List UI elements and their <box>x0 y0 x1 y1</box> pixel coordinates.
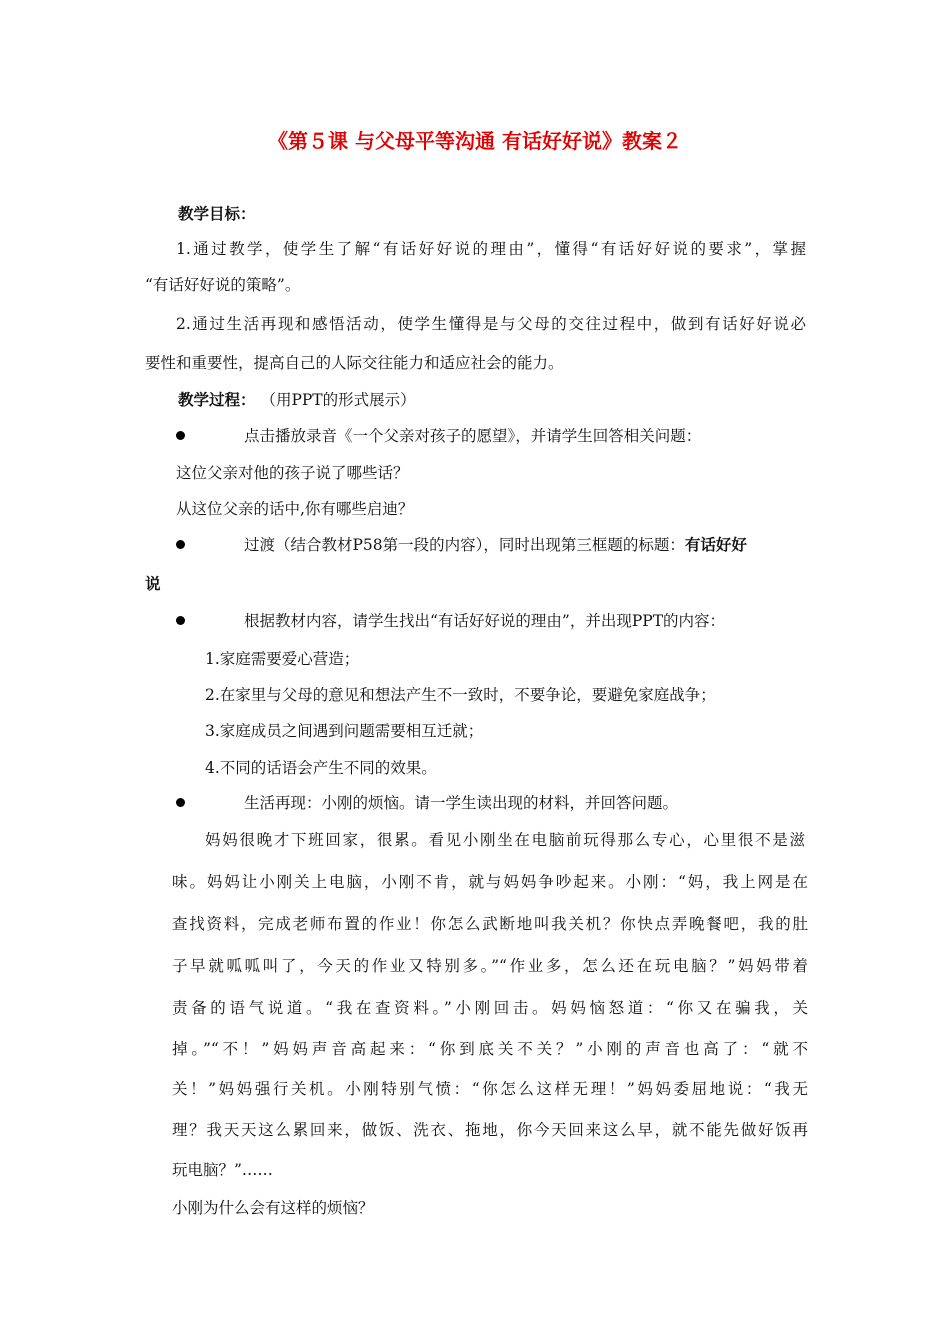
story-line: 妈妈很晚才下班回家，很累。看见小刚坐在电脑前玩得那么专心，心里很不是滋 <box>205 831 805 849</box>
story-line: 关！”妈妈强行关机。小刚特别气愤：“你怎么这样无理！”妈妈委屈地说：“我无 <box>172 1080 808 1098</box>
objectives-heading: 教学目标： <box>178 204 256 223</box>
objective-2-line-2: 要性和重要性，提高自己的人际交往能力和适应社会的能力。 <box>145 354 564 372</box>
bullet-4-text: 生活再现：小刚的烦恼。请一学生读出现的材料，并回答问题。 <box>244 794 679 812</box>
process-line <box>178 389 416 411</box>
reason-item: 3.家庭成员之间遇到问题需要相互迁就； <box>205 722 484 740</box>
story-line: 查找资料，完成老师布置的作业！你怎么武断地叫我关机？你快点弄晚餐吧，我的肚 <box>172 915 808 933</box>
bullet-2-bold-a: 有话好好 <box>684 535 747 554</box>
process-heading: 教学过程： <box>178 390 256 409</box>
question-2: 从这位父亲的话中,你有哪些启迪？ <box>176 500 414 518</box>
story-line: 子早就呱呱叫了，今天的作业又特别多。”“作业多，怎么还在玩电脑？”妈妈带着 <box>172 957 808 975</box>
story-line: 责备的语气说道。“我在查资料。”小刚回击。妈妈恼怒道：“你又在骗我，关 <box>172 999 808 1017</box>
bullet-3-text: 根据教材内容，请学生找出“有话好好说的理由”，并出现PPT的内容： <box>244 612 726 630</box>
bullet-1-text: 点击播放录音《一个父亲对孩子的愿望》，并请学生回答相关问题： <box>244 427 702 445</box>
bullet-dot <box>176 431 185 440</box>
objective-1-line-1: 1.通过教学，使学生了解“有话好好说的理由”，懂得“有话好好说的要求”，掌握 <box>176 240 806 258</box>
story-line: 味。妈妈让小刚关上电脑，小刚不肯，就与妈妈争吵起来。小刚：“妈，我上网是在 <box>172 873 808 891</box>
bullet-2-line <box>244 534 747 556</box>
reason-item: 1.家庭需要爱心营造； <box>205 650 360 668</box>
bullet-dot <box>176 798 185 807</box>
document-title: 《第５课 与父母平等沟通 有话好好说》教案２ <box>268 129 682 153</box>
bullet-dot <box>176 616 185 625</box>
objective-2-line-1: 2.通过生活再现和感悟活动，使学生懂得是与父母的交往过程中，做到有话好好说必 <box>176 315 806 333</box>
bullet-2-bold-b: 说 <box>145 574 161 593</box>
process-note: （用PPT的形式展示） <box>260 391 416 409</box>
reason-item: 4.不同的话语会产生不同的效果。 <box>205 759 437 777</box>
bullet-dot <box>176 540 185 549</box>
reason-item: 2.在家里与父母的意见和想法产生不一致时，不要争论，要避免家庭战争； <box>205 686 716 704</box>
story-line: 掉。”“不！”妈妈声音高起来：“你到底关不关？”小刚的声音也高了：“就不 <box>172 1040 808 1058</box>
objective-1-line-2: “有话好好说的策略”。 <box>145 276 301 294</box>
question-3: 小刚为什么会有这样的烦恼？ <box>172 1199 374 1217</box>
question-1: 这位父亲对他的孩子说了哪些话？ <box>176 464 409 482</box>
story-line: 理？我天天这么累回来，做饭、洗衣、拖地，你今天回来这么早，就不能先做好饭再 <box>172 1121 808 1139</box>
story-line: 玩电脑？”…… <box>172 1161 273 1179</box>
bullet-2-text: 过渡（结合教材P58第一段的内容），同时出现第三框题的标题： <box>244 536 685 554</box>
